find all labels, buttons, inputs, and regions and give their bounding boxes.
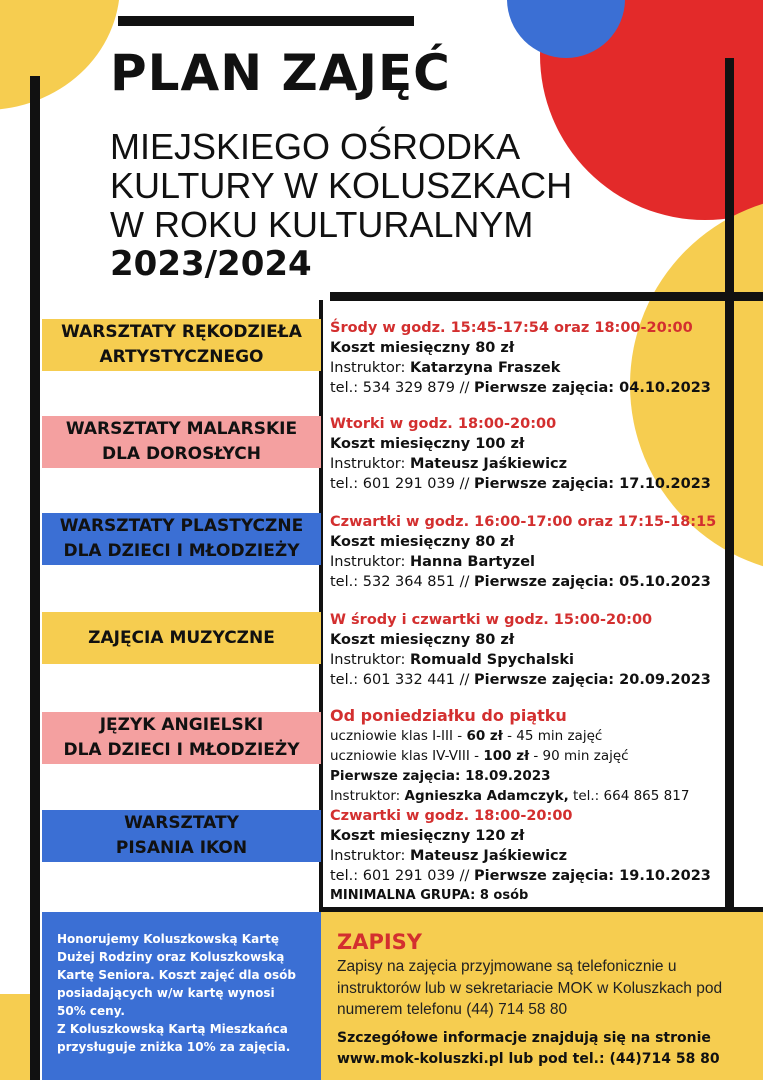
phone: tel.: 601 291 039 // xyxy=(330,476,474,492)
instructor-label: Instruktor: xyxy=(330,848,411,864)
first-class-date: Pierwsze zajęcia: 18.09.2023 xyxy=(330,768,551,784)
class-schedule: W środy i czwartki w godz. 15:00-20:00 xyxy=(330,612,653,628)
class-info-plastyczne xyxy=(330,512,750,592)
class-info-rekodziela xyxy=(330,318,750,398)
price-line1-price: 60 zł xyxy=(466,728,503,744)
yellow-circle-top-left xyxy=(0,0,120,110)
class-cost: Koszt miesięczny 80 zł xyxy=(330,534,515,550)
black-line-horizontal-mid xyxy=(330,292,763,301)
phone: tel.: 664 865 817 xyxy=(568,788,690,804)
minimum-group-note: MINIMALNA GRUPA: 8 osób xyxy=(330,888,529,903)
instructor-name: Katarzyna Fraszek xyxy=(410,360,561,376)
instructor-name: Hanna Bartyzel xyxy=(410,554,536,570)
first-class-date: Pierwsze zajęcia: 19.10.2023 xyxy=(473,868,711,884)
black-line-top xyxy=(118,16,414,26)
class-label-malarskie xyxy=(42,416,321,468)
first-class-date: Pierwsze zajęcia: 17.10.2023 xyxy=(473,476,711,492)
class-name-line1: WARSZTATY PLASTYCZNE xyxy=(59,516,304,536)
class-label-ikony xyxy=(42,810,321,862)
class-label-plastyczne xyxy=(42,513,321,565)
class-info-ikony xyxy=(330,806,750,906)
class-schedule: Od poniedziałku do piątku xyxy=(330,706,567,725)
subtitle-line-2: KULTURY W KOLUSZKACH xyxy=(110,165,573,206)
instructor-label: Instruktor: xyxy=(330,652,411,668)
class-cost: Koszt miesięczny 80 zł xyxy=(330,632,515,648)
class-schedule: Wtorki w godz. 18:00-20:00 xyxy=(330,416,557,432)
price-line2-post: - 90 min zajęć xyxy=(529,748,629,764)
discount-text-2: Z Koluszkowską Kartą Mieszkańca przysługuje zniżka 10% za zajęcia. xyxy=(57,1022,291,1054)
first-class-date: Pierwsze zajęcia: 04.10.2023 xyxy=(473,380,711,396)
subtitle-line-1: MIEJSKIEGO OŚRODKA xyxy=(110,126,521,167)
yellow-block-left-bottom xyxy=(0,994,34,1080)
discount-info xyxy=(57,930,307,1056)
class-schedule: Czwartki w godz. 16:00-17:00 oraz 17:15-18:15 xyxy=(330,514,717,530)
instructor-name: Mateusz Jaśkiewicz xyxy=(410,456,568,472)
class-label-angielski xyxy=(42,712,321,764)
price-line1-pre: uczniowie klas I-III - xyxy=(330,728,467,744)
class-name-line1: WARSZTATY RĘKODZIEŁA xyxy=(61,322,302,342)
year: 2023/2024 xyxy=(110,244,312,284)
black-line-left-vertical xyxy=(30,76,40,1080)
class-cost: Koszt miesięczny 120 zł xyxy=(330,828,525,844)
phone: tel.: 601 332 441 // xyxy=(330,672,474,688)
price-line2-pre: uczniowie klas IV-VIII - xyxy=(330,748,484,764)
phone: tel.: 532 364 851 // xyxy=(330,574,474,590)
signup-text: Zapisy na zajęcia przyjmowane są telefonicznie u instruktorów lub w sekretariacie MOK w Koluszkach pod numerem telefonu (44) 714 58 80 xyxy=(337,958,723,1018)
instructor-label: Instruktor: xyxy=(330,360,411,376)
phone: tel.: 534 329 879 // xyxy=(330,380,474,396)
instructor-name: Mateusz Jaśkiewicz xyxy=(410,848,568,864)
class-name-line2: PISANIA IKON xyxy=(115,838,248,858)
class-cost: Koszt miesięczny 80 zł xyxy=(330,340,515,356)
signup-title: ZAPISY xyxy=(337,930,423,954)
class-name-line2: DLA DZIECI I MŁODZIEŻY xyxy=(63,541,300,561)
discount-text: Honorujemy Koluszkowską Kartę Dużej Rodziny oraz Koluszkowską Kartę Seniora. Koszt zajęć dla osób posiadających w/w kartę wynosi 50% ceny. xyxy=(57,932,296,1018)
instructor-name: Romuald Spychalski xyxy=(410,652,574,668)
class-name-line1: JĘZYK ANGIELSKI xyxy=(99,715,264,735)
price-line2-price: 100 zł xyxy=(483,748,530,764)
class-info-angielski xyxy=(330,706,750,806)
subtitle-line-3: W ROKU KULTURALNYM xyxy=(110,204,534,245)
class-info-muzyczne xyxy=(330,610,750,690)
class-schedule: Środy w godz. 15:45-17:54 oraz 18:00-20:00 xyxy=(330,320,693,336)
instructor-label: Instruktor: xyxy=(330,456,411,472)
class-name-line1: WARSZTATY xyxy=(124,813,239,833)
instructor-label: Instruktor: xyxy=(330,788,405,804)
instructor-name: Agnieszka Adamczyk, xyxy=(404,788,569,804)
instructor-label: Instruktor: xyxy=(330,554,411,570)
class-name-line1: ZAJĘCIA MUZYCZNE xyxy=(88,627,275,648)
signup-more-info: Szczegółowe informacje znajdują się na stronie www.mok-koluszki.pl lub pod tel.: (44)714 58 80 xyxy=(337,1030,720,1067)
class-info-malarskie xyxy=(330,414,750,494)
class-cost: Koszt miesięczny 100 zł xyxy=(330,436,525,452)
class-name-line2: ARTYSTYCZNEGO xyxy=(99,347,264,367)
price-line1-post: - 45 min zajęć xyxy=(502,728,603,744)
class-schedule: Czwartki w godz. 18:00-20:00 xyxy=(330,808,573,824)
phone: tel.: 601 291 039 // xyxy=(330,868,474,884)
class-label-rekodziela xyxy=(42,319,321,371)
class-label-muzyczne xyxy=(42,612,321,664)
page-title: PLAN ZAJĘĆ xyxy=(110,44,451,102)
class-name-line1: WARSZTATY MALARSKIE xyxy=(65,419,298,439)
first-class-date: Pierwsze zajęcia: 05.10.2023 xyxy=(473,574,711,590)
first-class-date: Pierwsze zajęcia: 20.09.2023 xyxy=(473,672,711,688)
class-name-line2: DLA DOROSŁYCH xyxy=(101,444,262,464)
class-name-line2: DLA DZIECI I MŁODZIEŻY xyxy=(63,740,300,760)
